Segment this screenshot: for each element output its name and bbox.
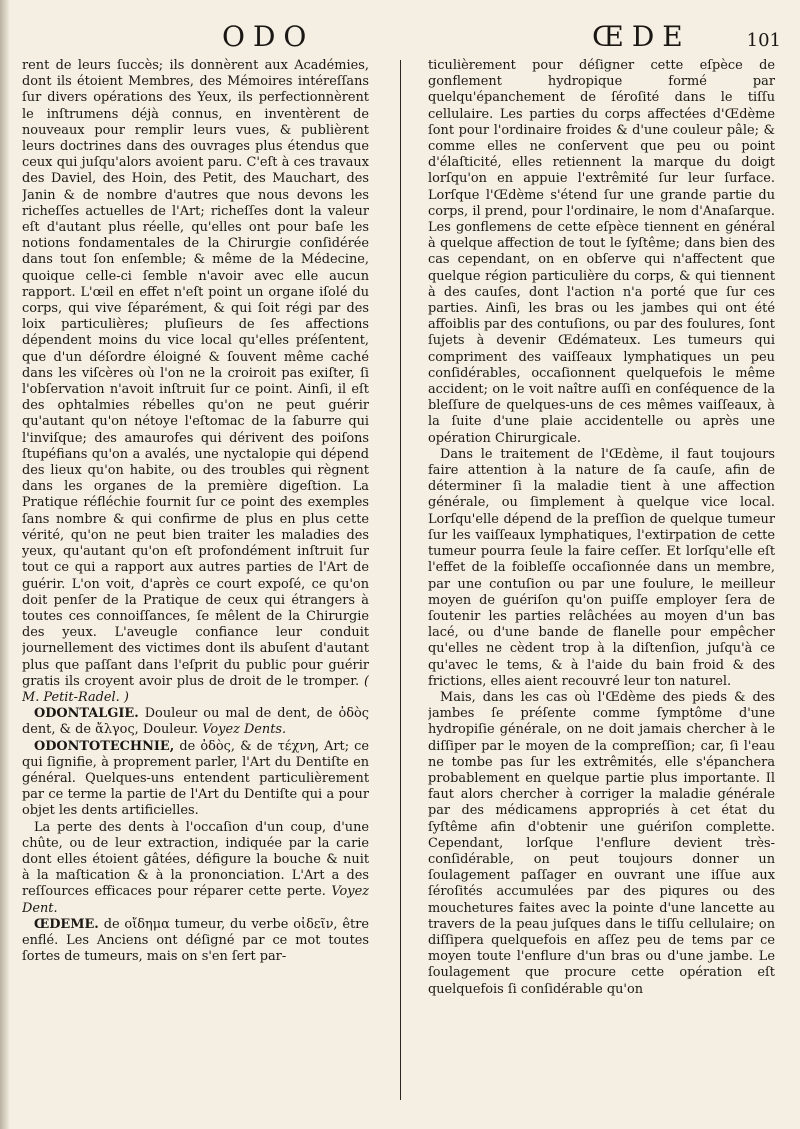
entry-headword: ODONTOTECHNIE, (34, 738, 175, 754)
entry-paragraph: Mais, dans les cas où l'Œdème des pieds & des jambes ſe préſente comme ſymptôme d'une hydropiſie générale, on ne doit jamais chercher à le diſſiper par le moyen de la compreſſion; car, ſi l'eau ne tombe pas ſur les extrêmités, elle s'épanchera probablement en quelque partie plus importante. Il faut alors chercher à corriger la maladie générale par des médicamens appropriés à cet état du ſyſtême afin d'obtenir une guériſon complette. Cependant, lorſque l'enflure devient très-conſidérable, on peut toujours donner un ſoulagement paſſager en ouvrant une iſſue aux ſéroſités accumulées par des piqures ou des mouchetures faites avec la pointe d'une lancette au travers de la peau juſques dans le tiſſu cellulaire; on diſſipera quelquefois en aſſez peu de tems par ce moyen toute l'enflure d'un bras ou d'une jambe. Le ſoulagement que procure cette opération eſt quelquefois ſi conſidérable qu'on (428, 689, 775, 997)
page-binding-shadow (0, 0, 10, 1129)
cross-reference: Voyez Dent. (22, 884, 369, 916)
entry-headword: ŒDEME. (34, 916, 99, 932)
continued-paragraph: rent de leurs ſuccès; ils donnèrent aux Académies, dont ils étoient Membres, des Mémoires intéreſſans ſur divers opérations des Yeux, ils perfectionnèrent le inſtrumens déjà connus, en inventèrent de nouveaux pour remplir leurs vues, & publièrent leurs doctrines dans des ouvrages plus étendus que ceux qui juſqu'alors avoient paru. C'eſt à ces travaux des Daviel, des Hoin, des Petit, des Mauchart, des Janin & de nombre d'autres que nous devons les richeſſes actuelles de l'Art; richeſſes dont la valeur eſt d'autant plus réelle, qu'elles ont pour baſe les notions fondamentales de la Chirurgie conſidérée dans tout ſon enſemble; & même de la Médecine, quoique celle-ci ſemble n'avoir avec elle aucun rapport. L'œil en effet n'eſt point un organe iſolé du corps, qui vive ſéparément, & qui ſoit régi par des loix particulières; pluſieurs de ſes affections dépendent moins du vice local qu'elles préſentent, que d'un déſordre éloigné & ſouvent même caché dans les viſcères où l'on ne la croiroit pas exiſter, ſi l'obſervation n'avoit inſtruit ſur ce point. Ainſi, il eſt des ophtalmies rébelles qu'on ne peut guérir qu'autant qu'on nétoye l'eſtomac de la ſaburre qui l'inviſque; des amaurofes qui dérivent des poiſons ſtupéfians qu'on a avalés, une nyctalopie qui dépend des lieux qu'on habite, ou des troubles qui règnent dans les organes de la première digeſtion. La Pratique réfléchie fournit ſur ce point des exemples ſans nombre & qui confirme de plus en plus cette vérité, qu'on ne peut bien traiter les maladies des yeux, qu'autant qu'on eſt profondément inſtruit ſur tout ce qui a rapport aux autres parties de l'Art de guérir. L'on voit, d'après ce court expoſé, ce qu'on doit penſer de la Pratique de ceux qui étrangers à toutes ces connoiſſances, ſe mêlent de la Chirurgie des yeux. L'aveugle confiance leur conduit journellement des victimes dont ils abuſent d'autant plus que paſſant dans l'eſprit du public pour guérir gratis ils croyent avoir plus de droit de le tromper. ( M. Petit-Radel. ) (22, 58, 369, 705)
running-head-left: ODO (222, 20, 315, 53)
entry-body: de οἴδημα tumeur, du verbe οἰδεῖν, être enflé. Les Anciens ont déſigné par ce mot toutes ſortes de tumeurs, mais on s'en ſert par- (22, 916, 369, 965)
entry-body: de ὀδὸς, & de τέχνη, Art; ce qui ſignifie, à proprement parler, l'Art du Dentiſte en général. Quelques-uns entendent particulièrement par ce terme la partie de l'Art du Dentiſte qui a pour objet les dents artificielles. (22, 738, 369, 819)
running-head-right: ŒDE (592, 20, 691, 53)
page-number: 101 (746, 30, 781, 51)
column-divider (400, 60, 401, 1100)
left-column (22, 58, 369, 1108)
running-header (22, 20, 787, 60)
entry-headword: ODONTALGIE. (34, 706, 139, 722)
entry-paragraph: La perte des dents à l'occaſion d'un coup, d'une chûte, ou de leur extraction, indiquée par la carie dont elles étoient gâtées, défigure la bouche & nuit à la maſtication & à la prononciation. L'Art a des reſſources efficaces pour réparer cette perte. Voyez Dent. (22, 819, 369, 916)
entry-oedeme (22, 917, 369, 966)
cross-reference: Voyez Dents. (202, 722, 287, 738)
entry-paragraph: ticulièrement pour déſigner cette eſpèce de gonflement hydropique formé par quelqu'épanchement de ſéroſité dans le tiſſu cellulaire. Les parties du corps affectées d'Œdème ſont pour l'ordinaire froides & d'une couleur pâle; & comme elles ne conſervent que peu ou point d'élaſticité, elles retiennent la marque du doigt lorſqu'on en appuie l'extrêmité ſur leur ſurface. Lorſque l'Œdème s'étend ſur une grande partie du corps, il prend, pour l'ordinaire, le nom d'Anaſarque. Les gonflemens de cette eſpèce tiennent en général à quelque affection de tout le ſyſtême; dans bien des cas cependant, on en obſerve qui n'affectent que quelque région particulière du corps, & qui tiennent à des cauſes, dont l'action n'a porté que ſur ces parties. Ainſi, les bras ou les jambes qui ont été affoiblis par des contuſions, ou par des foulures, ſont ſujets à devenir Œdémateux. Les tumeurs qui compriment des vaiſſeaux lymphatiques un peu conſidérables, occaſionnent quelquefois le même accident; on le voit naître auſſi en conſéquence de la bleſſure de quelques-uns de ces mêmes vaiſſeaux, à la ſuite d'une plaie accidentelle ou après une opération Chirurgicale. (428, 58, 775, 446)
author-signature: ( M. Petit-Radel. ) (22, 673, 369, 705)
entry-odontotechnie (22, 739, 369, 820)
right-column (428, 58, 775, 1108)
entry-body: Douleur ou mal de dent, de ὀδὸς dent, & de ἄλγος, Douleur. (22, 706, 369, 738)
entry-odontalgie (22, 706, 369, 738)
entry-paragraph: Dans le traitement de l'Œdème, il faut toujours faire attention à la nature de ſa cauſe, afin de déterminer ſi la maladie tient à une affection générale, ou ſimplement à quelque vice local. Lorſqu'elle dépend de la preſſion de quelque tumeur ſur les vaiſſeaux lymphatiques, l'extirpation de cette tumeur pourra ſeule la faire ceſſer. Et lorſqu'elle eſt l'effet de la foibleſſe occaſionnée dans un membre, par une contuſion ou par une foulure, le meilleur moyen de guériſon qu'on puiſſe employer ſera de ſoutenir les parties relâchées au moyen d'un bas lacé, ou d'une bande de flanelle pour empêcher qu'elles ne cèdent trop à la diſtenſion, juſqu'à ce qu'avec le tems, & à l'aide du bain froid & des frictions, elles aient recouvré leur ton naturel. (428, 446, 775, 689)
